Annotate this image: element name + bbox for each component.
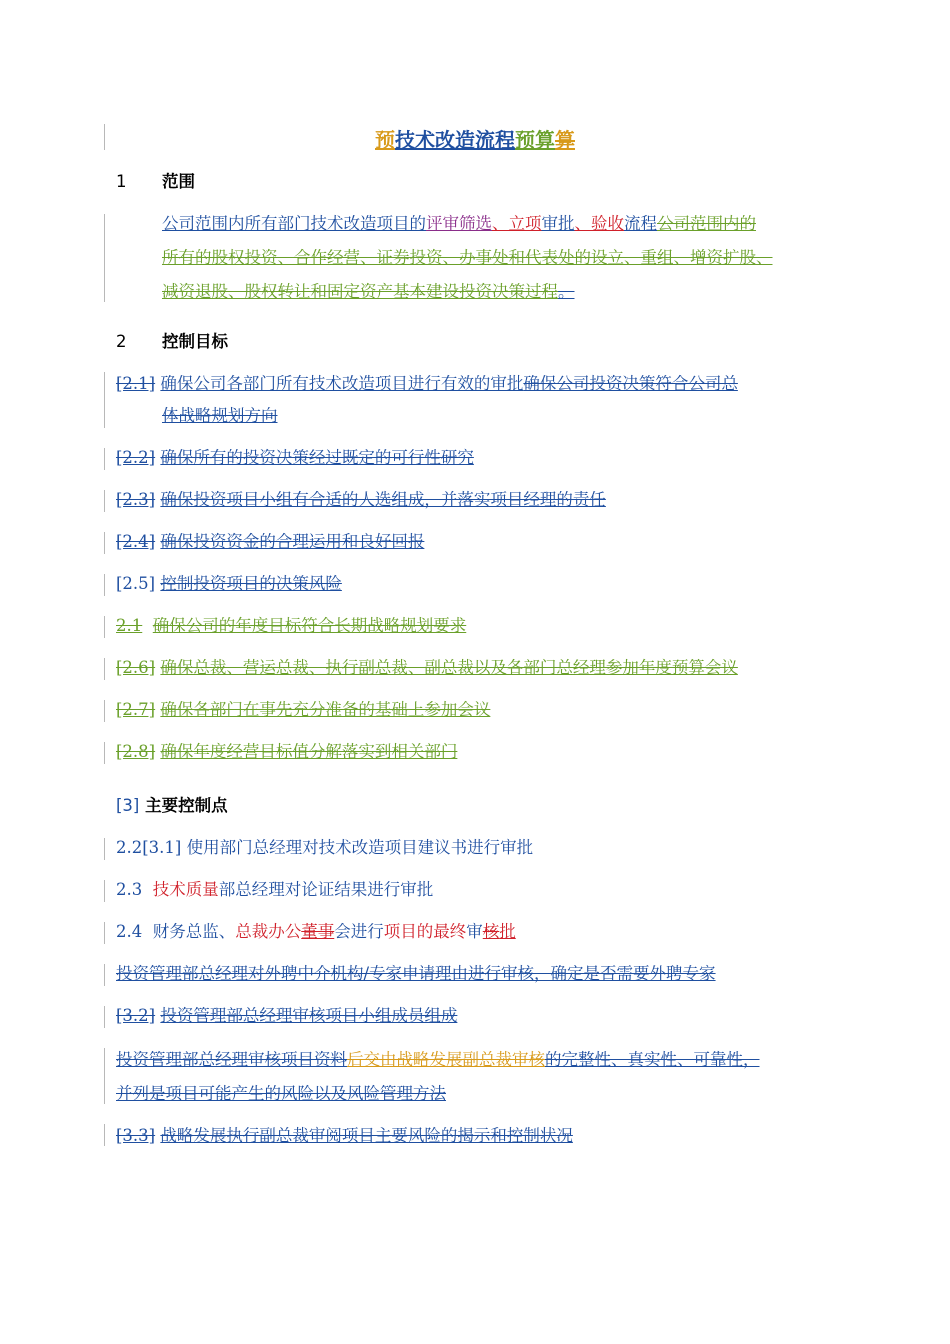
item-number: 2.3 [116, 880, 143, 899]
section-heading [116, 170, 195, 194]
text-run: 总裁办公 [235, 922, 302, 941]
paragraph-line [162, 246, 773, 270]
change-bar [104, 700, 105, 722]
paragraph-line [162, 280, 575, 304]
text-run: 确保总裁、营运总裁、执行副总裁、副总裁以及各部门总经理参加年度预算会议 [160, 658, 738, 677]
section-number: 2 [116, 332, 127, 351]
change-bar [104, 742, 105, 764]
text-run: 公司范围内的 [657, 214, 756, 233]
text-run: 并列是项目可能产生的风险以及风险管理方法 [116, 1084, 446, 1103]
text-run: 会进行 [334, 922, 384, 941]
item-number: [3.1] [142, 838, 182, 857]
list-item [116, 488, 606, 512]
list-item [116, 1124, 573, 1148]
list-item [116, 1048, 760, 1072]
change-bar [104, 838, 105, 860]
list-item [116, 1082, 446, 1106]
change-bar [104, 1006, 105, 1028]
text-run: 战略发展执行副总裁审阅项目主要风险的揭示和控制状况 [160, 1126, 573, 1145]
list-item [116, 878, 433, 902]
text-run: 确保投资项目小组有合适的人选组成，并落实项目经理的责任 [160, 490, 606, 509]
section-title: 主要控制点 [145, 796, 228, 815]
page-title [0, 126, 950, 154]
text-run: 技术质量 [152, 880, 219, 899]
list-item [162, 404, 278, 428]
text-run: 批 [499, 922, 516, 941]
text-run: 确保公司投资决策符合公司总 [523, 374, 738, 393]
change-bar [104, 880, 105, 902]
text-run: 的完整性、真实性、可靠性， [545, 1050, 760, 1069]
change-bar [104, 574, 105, 596]
list-item [116, 530, 424, 554]
text-run: 确保投资资金的合理运用和良好回报 [160, 532, 425, 551]
text-run: 。 [558, 282, 575, 301]
text-run: 部总经理对论证结果进行审批 [218, 880, 434, 899]
list-item [116, 698, 490, 722]
text-run: 使用部门总经理对技术改造项目建议书进行审批 [186, 838, 534, 857]
list-item [116, 572, 342, 596]
list-item [116, 446, 474, 470]
list-item [116, 656, 738, 680]
text-run: 确保年度经营目标值分解落实到相关部门 [160, 742, 458, 761]
change-bar [104, 448, 105, 470]
text-run: 确保各部门在事先充分准备的基础上参加会议 [160, 700, 491, 719]
text-run: 董事 [301, 922, 335, 941]
text-run: 确保公司各部门所有技术改造项目进行有效的审批 [160, 374, 524, 393]
change-bar [104, 1048, 105, 1104]
text-run: 后交由战略发展副总裁审核 [347, 1050, 545, 1069]
text-run: 确保公司的年度目标符合长期战略规划要求 [152, 616, 467, 635]
section-heading [116, 794, 228, 818]
text-run: 、立项 [492, 214, 542, 233]
text-run: 控制投资项目的决策风险 [160, 574, 342, 593]
change-bar [104, 214, 105, 302]
change-bar [104, 964, 105, 986]
change-bar [104, 616, 105, 638]
item-number: 2.2 [116, 838, 143, 857]
list-item [116, 1004, 457, 1028]
text-run: 减资退股、股权转让和固定资产基本建设投资决策过程 [162, 282, 558, 301]
text-run: 评审筛选 [426, 214, 492, 233]
paragraph-line [162, 212, 756, 236]
item-number: [2.4] [116, 532, 156, 551]
change-bar [104, 1124, 105, 1146]
change-bar [104, 490, 105, 512]
section-title: 控制目标 [162, 332, 228, 351]
text-run: 流程 [624, 214, 657, 233]
list-item [116, 740, 457, 764]
section-number: 1 [116, 172, 127, 191]
list-item [116, 962, 716, 986]
change-bar [104, 372, 105, 428]
item-number: [2.6] [116, 658, 156, 677]
list-item [116, 836, 533, 860]
text-run: 核 [482, 922, 500, 941]
title-inserted-part: 预算 [515, 128, 555, 152]
section-heading [116, 330, 228, 354]
change-bar [104, 532, 105, 554]
text-run: 财务总监、 [152, 922, 236, 941]
list-item [116, 372, 738, 396]
item-number: [2.8] [116, 742, 156, 761]
text-run: 、验收 [574, 214, 624, 233]
item-number: [2.5] [116, 574, 156, 593]
text-run: 审 [466, 922, 483, 941]
item-number: [2.3] [116, 490, 156, 509]
text-run: 确保所有的投资决策经过既定的可行性研究 [160, 448, 474, 467]
text-run: 公司范围内所有部门技术改造项目的 [162, 214, 426, 233]
item-number: [2.7] [116, 700, 156, 719]
item-number: [2.2] [116, 448, 156, 467]
item-number: [3.3] [116, 1126, 156, 1145]
text-run: 投资管理部总经理审核项目小组成员组成 [160, 1006, 458, 1025]
text-run: 投资管理部总经理审核项目资料 [116, 1050, 347, 1069]
section-number: [3] [116, 796, 140, 815]
item-number: [2.1] [116, 374, 156, 393]
item-number: 2.1 [116, 616, 143, 635]
text-run: 体战略规划方向 [162, 406, 278, 425]
text-run: 投资管理部总经理对外聘中介机构/专家申请理由进行审核，确定是否需要外聘专家 [116, 964, 716, 983]
text-run: 项目的最终 [383, 922, 467, 941]
list-item [116, 920, 516, 944]
item-number: [3.2] [116, 1006, 156, 1025]
title-inserted-part: 预 [375, 128, 395, 152]
change-bar [104, 922, 105, 944]
title-deleted-part: 算 [555, 128, 575, 152]
section-title: 范围 [162, 172, 195, 191]
title-main-part: 技术改造流程 [395, 128, 515, 152]
item-number: 2.4 [116, 922, 143, 941]
change-bar [104, 658, 105, 680]
text-run: 所有的股权投资、合作经营、证券投资、办事处和代表处的设立、重组、增资扩股、 [162, 248, 773, 267]
list-item [116, 614, 466, 638]
text-run: 审批 [541, 214, 575, 233]
